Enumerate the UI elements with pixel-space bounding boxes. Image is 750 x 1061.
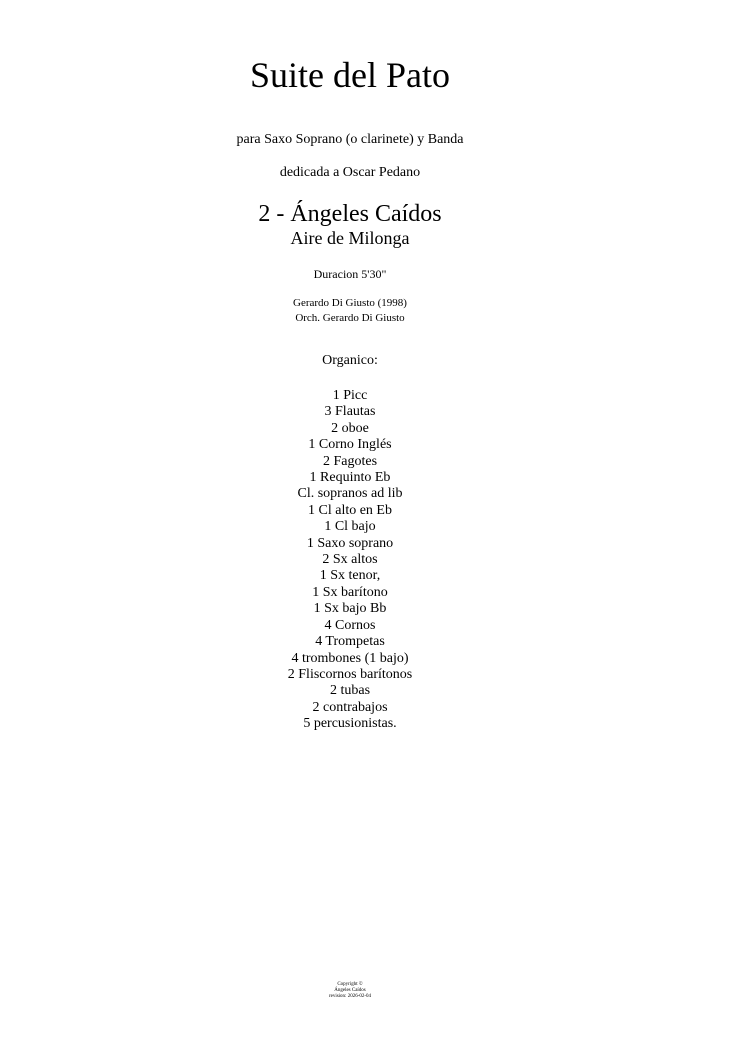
list-item: 1 Saxo soprano (306, 535, 394, 551)
list-item: 4 Trompetas (315, 634, 385, 650)
movement-style: Aire de Milonga (290, 228, 410, 248)
list-item: 4 trombones (1 bajo) (291, 650, 409, 666)
list-item: 2 oboe (331, 420, 369, 436)
list-item: 1 Cl bajo (324, 519, 376, 535)
list-item: 4 Cornos (324, 617, 376, 633)
list-item: 2 Fliscornos barítonos (287, 666, 413, 682)
list-item: 2 Sx altos (322, 552, 378, 568)
copyright-line: Copyright © (337, 982, 363, 987)
list-item: 2 tubas (329, 683, 371, 699)
orchestration-credit: Orch. Gerardo Di Giusto (295, 312, 405, 324)
list-item: 1 Sx barítono (312, 584, 388, 600)
footer-work-title: Ángeles Caídos (334, 988, 366, 993)
list-item: 1 Requinto Eb (309, 470, 391, 486)
duration: Duracion 5'30" (313, 267, 387, 281)
organico-label: Organico: (322, 353, 378, 368)
instrumentation-subtitle: para Saxo Soprano (o clarinete) y Banda (236, 132, 464, 147)
list-item: 1 Cl alto en Eb (308, 502, 392, 518)
composer-credit: Gerardo Di Giusto (1998) (293, 297, 407, 309)
copyright-footer (0, 982, 700, 1000)
list-item: 1 Sx bajo Bb (313, 601, 387, 617)
list-item: 2 Fagotes (322, 453, 378, 469)
list-item: 5 percusionistas. (303, 716, 397, 732)
dedication: dedicada a Oscar Pedano (279, 165, 421, 180)
list-item: 3 Flautas (324, 404, 376, 420)
list-item: 1 Picc (332, 388, 368, 403)
revision-date: revision: 2026-02-04 (328, 994, 372, 999)
page-title: Suite del Pato (250, 55, 450, 95)
list-item: Cl. sopranos ad lib (297, 486, 403, 502)
list-item: 1 Sx tenor, (319, 568, 381, 584)
instrument-list (0, 388, 700, 733)
movement-title: 2 - Ángeles Caídos (258, 201, 442, 227)
list-item: 1 Corno Inglés (308, 437, 392, 453)
list-item: 2 contrabajos (312, 699, 388, 715)
